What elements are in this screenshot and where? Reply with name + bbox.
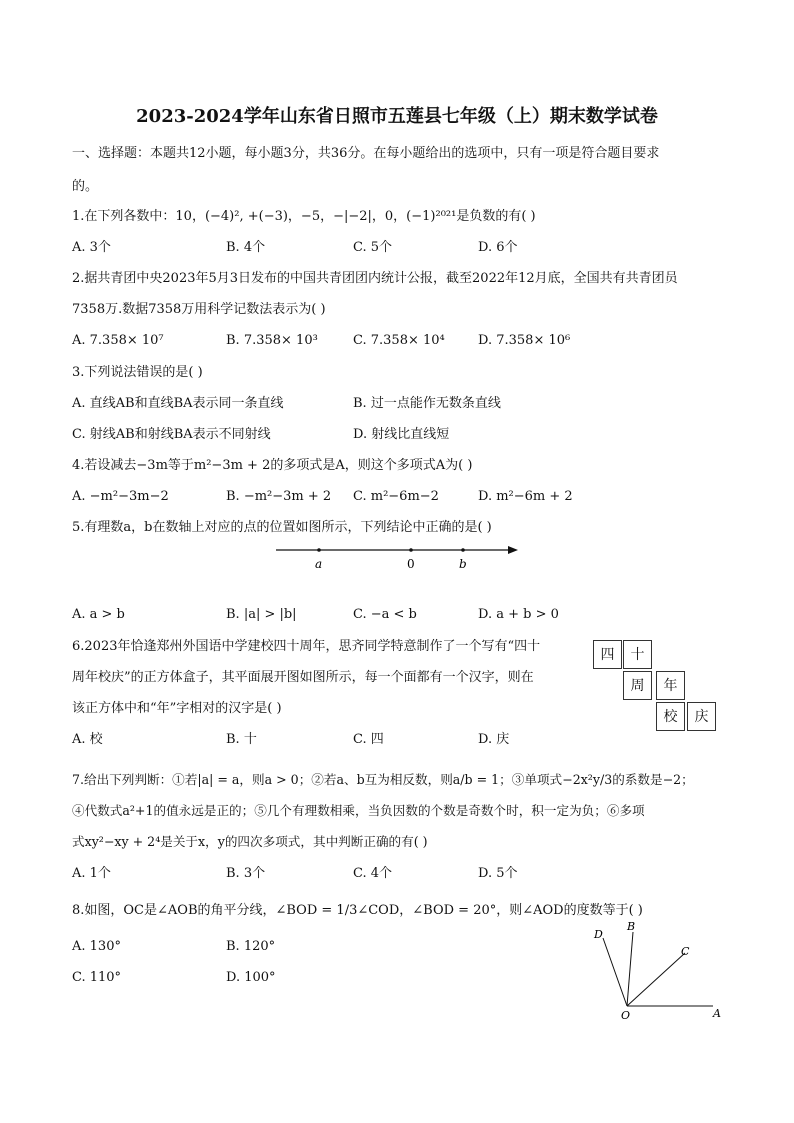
- q4-option-c[interactable]: C. m²−6m−2: [353, 489, 439, 504]
- q2-option-c[interactable]: C. 7.358× 10⁴: [353, 333, 445, 348]
- q6-stem-line3: 该正方体中和“年”字相对的汉字是( ): [72, 701, 282, 716]
- cube-face-qing: 庆: [687, 702, 716, 731]
- q3-stem: 3.下列说法错误的是( ): [72, 365, 203, 380]
- q1-option-d[interactable]: D. 6个: [478, 240, 518, 255]
- q5-option-c[interactable]: C. −a < b: [353, 607, 417, 622]
- q7-stem-line1: 7.给出下列判断：①若|a| = a，则a > 0；②若a、b互为相反数，则a/b = 1；③单项式−2x²y/3的系数是−2；: [72, 772, 694, 787]
- q2-option-a[interactable]: A. 7.358× 10⁷: [72, 333, 164, 348]
- label-d: D: [594, 928, 603, 941]
- cube-face-zhou: 周: [623, 671, 652, 700]
- number-line-figure: [270, 538, 530, 578]
- q2-stem-line1: 2.据共青团中央2023年5月3日发布的中国共青团团内统计公报，截至2022年12月底，全国共有共青团员: [72, 271, 678, 286]
- q7-stem-line3: 式xy²−xy + 2⁴是关于x，y的四次多项式，其中判断正确的有( ): [72, 834, 428, 849]
- label-c: C: [681, 945, 690, 958]
- q7-option-c[interactable]: C. 4个: [353, 866, 393, 881]
- q2-stem-line2: 7358万.数据7358万用科学记数法表示为( ): [72, 302, 326, 317]
- q4-option-a[interactable]: A. −m²−3m−2: [72, 489, 169, 504]
- ray-od: [603, 938, 627, 1006]
- q1-stem: 1.在下列各数中：10，(−4)², +(−3)，−5，−|−2|，0，(−1)²⁰²¹是负数的有( ): [72, 209, 536, 224]
- ray-ob: [627, 932, 633, 1006]
- section-header-line1: 一、选择题：本题共12小题，每小题3分，共36分。在每小题给出的选项中，只有一项是符合题目要求: [72, 146, 660, 161]
- label-zero: 0: [407, 557, 415, 571]
- q3-option-b[interactable]: B. 过一点能作无数条直线: [353, 396, 501, 411]
- q3-option-c[interactable]: C. 射线AB和射线BA表示不同射线: [72, 427, 271, 442]
- q3-option-a[interactable]: A. 直线AB和直线BA表示同一条直线: [72, 396, 284, 411]
- q7-stem-line2: ④代数式a²+1的值永远是正的；⑤几个有理数相乘，当负因数的个数是奇数个时，积一定为负；⑥多项: [72, 803, 645, 818]
- q6-stem-line2: 周年校庆”的正方体盒子，其平面展开图如图所示，每一个面都有一个汉字，则在: [72, 670, 534, 685]
- cube-face-shi: 十: [623, 640, 652, 669]
- q3-option-d[interactable]: D. 射线比直线短: [353, 427, 450, 442]
- q7-option-b[interactable]: B. 3个: [226, 866, 266, 881]
- q2-option-b[interactable]: B. 7.358× 10³: [226, 333, 318, 348]
- q8-option-c[interactable]: C. 110°: [72, 970, 122, 985]
- label-b: B: [627, 920, 636, 933]
- q1-option-c[interactable]: C. 5个: [353, 240, 393, 255]
- q4-stem: 4.若设减去−3m等于m²−3m + 2的多项式是A，则这个多项式A为( ): [72, 458, 473, 473]
- section-header-line2: 的。: [72, 179, 99, 194]
- q6-option-b[interactable]: B. 十: [226, 732, 257, 747]
- q8-stem: 8.如图，OC是∠AOB的角平分线，∠BOD = 1/3∠COD，∠BOD = 20°，则∠AOD的度数等于( ): [72, 903, 643, 918]
- q7-option-a[interactable]: A. 1个: [72, 866, 111, 881]
- q8-option-b[interactable]: B. 120°: [226, 939, 276, 954]
- q6-option-d[interactable]: D. 庆: [478, 732, 510, 747]
- q5-option-a[interactable]: A. a > b: [72, 607, 125, 622]
- cube-face-xiao: 校: [656, 702, 685, 731]
- q5-stem: 5.有理数a，b在数轴上对应的点的位置如图所示，下列结论中正确的是( ): [72, 520, 492, 535]
- q6-option-c[interactable]: C. 四: [353, 732, 384, 747]
- q5-option-d[interactable]: D. a + b > 0: [478, 607, 559, 622]
- q4-option-b[interactable]: B. −m²−3m + 2: [226, 489, 332, 504]
- q1-option-b[interactable]: B. 4个: [226, 240, 266, 255]
- q4-option-d[interactable]: D. m²−6m + 2: [478, 489, 573, 504]
- label-a: A: [713, 1007, 721, 1020]
- angle-figure: [585, 918, 725, 1022]
- point-a: [317, 548, 321, 552]
- q1-option-a[interactable]: A. 3个: [72, 240, 111, 255]
- label-o: O: [621, 1009, 631, 1022]
- ray-oc: [627, 953, 685, 1006]
- q5-option-b[interactable]: B. |a| > |b|: [226, 607, 297, 622]
- q6-option-a[interactable]: A. 校: [72, 732, 103, 747]
- cube-face-nian: 年: [656, 671, 685, 700]
- label-a: a: [315, 557, 323, 571]
- label-b: b: [459, 557, 467, 571]
- q6-stem-line1: 6.2023年恰逢郑州外国语中学建校四十周年，思齐同学特意制作了一个写有“四十: [72, 639, 541, 654]
- page-title: 2023-2024学年山东省日照市五莲县七年级（上）期末数学试卷: [136, 106, 658, 127]
- q7-option-d[interactable]: D. 5个: [478, 866, 518, 881]
- q2-option-d[interactable]: D. 7.358× 10⁶: [478, 333, 571, 348]
- point-b: [461, 548, 465, 552]
- number-line-arrow-icon: [508, 546, 518, 554]
- q8-option-a[interactable]: A. 130°: [72, 939, 121, 954]
- cube-face-si: 四: [593, 640, 622, 669]
- q8-option-d[interactable]: D. 100°: [226, 970, 276, 985]
- point-zero: [409, 548, 413, 552]
